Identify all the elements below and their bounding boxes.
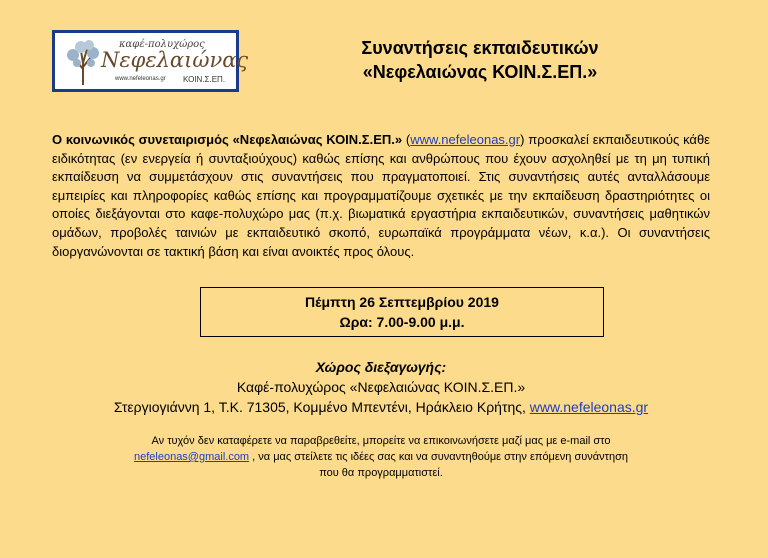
- contact-section: [52, 433, 710, 481]
- logo-url-text: www.nefeleonas.gr: [115, 76, 166, 82]
- logo-main-text: Νεφελαιώνας: [101, 48, 249, 72]
- page-title: [290, 36, 670, 84]
- event-datetime-box: [200, 287, 604, 337]
- title-line-1: Συναντήσεις εκπαιδευτικών: [361, 38, 599, 58]
- website-link[interactable]: www.nefeleonas.gr: [410, 132, 521, 147]
- venue-section: [52, 357, 710, 417]
- logo: [52, 30, 249, 92]
- intro-org-name: Ο κοινωνικός συνεταιρισμός «Νεφελαιώνας ΚΟΙΝ.Σ.ΕΠ.»: [52, 132, 403, 147]
- logo-sub-text: ΚΟΙΝ.Σ.ΕΠ.: [183, 75, 226, 84]
- contact-line-3: που θα προγραμματιστεί.: [319, 467, 443, 479]
- contact-line-2: [52, 449, 710, 465]
- tree-icon: [61, 37, 105, 87]
- event-date: Πέμπτη 26 Σεπτεμβρίου 2019: [305, 294, 499, 310]
- event-time: Ωρα: 7.00-9.00 μ.μ.: [339, 314, 465, 330]
- venue-website-link[interactable]: www.nefeleonas.gr: [529, 399, 649, 415]
- venue-name: Καφέ-πολυχώρος «Νεφελαιώνας ΚΟΙΝ.Σ.ΕΠ.»: [236, 379, 526, 395]
- venue-heading: Χώρος διεξαγωγής:: [315, 359, 447, 375]
- contact-line-2-text: , να μας στείλετε τις ιδέες σας και να συναντηθούμε στην επόμενη συνάντηση: [249, 451, 629, 463]
- venue-address-line: [52, 397, 710, 417]
- venue-address: Στεργιογιάννη 1, Τ.Κ. 71305, Κομμένο Μπεντένι, Ηράκλειο Κρήτης,: [113, 399, 530, 415]
- intro-paragraph: [52, 131, 710, 261]
- title-line-2: «Νεφελαιώνας ΚΟΙΝ.Σ.ΕΠ.»: [362, 62, 598, 82]
- contact-line-1: Αν τυχόν δεν καταφέρετε να παραβρεθείτε, μπορείτε να επικοινωνήσετε μαζί μας με e-mail στο: [151, 435, 611, 447]
- intro-paren: (: [402, 132, 411, 147]
- email-link[interactable]: nefeleonas@gmail.com: [133, 451, 250, 463]
- logo-top-text: καφέ-πολυχώρος: [119, 39, 205, 50]
- logo-panel: [55, 33, 249, 89]
- intro-text: ) προσκαλεί εκπαιδευτικούς κάθε ειδικότητας (εν ενεργεία ή συνταξιούχους) καθώς επίσης και ανθρώπους που έχουν ασχοληθεί με τη μη τυπική εκπαίδευση να συμμετάσχουν στις συναντήσεις που πραγματοποιεί. Στις συναντήσεις αυτές ανταλλάσουμε εμπειρίες και πληροφορίες καθώς επίσης και προγραμματίζουμε σχετικές με την εκπαίδευση δραστηριότητες οι οποίες διεξάγονται στο καφε-πολυχώρο μας (π.χ. βιωματικά εργαστήρια εκπαιδευτικών, συναντήσεις μαθητικών ομάδων, προβολές ταινιών με εκπαιδευτικό σκοπό, ευρωπαϊκά προγράμματα νέων, κ.α.). Οι συναντήσεις διοργανώνονται σε τακτική βάση και είναι ανοικτές προς όλους.: [52, 132, 710, 259]
